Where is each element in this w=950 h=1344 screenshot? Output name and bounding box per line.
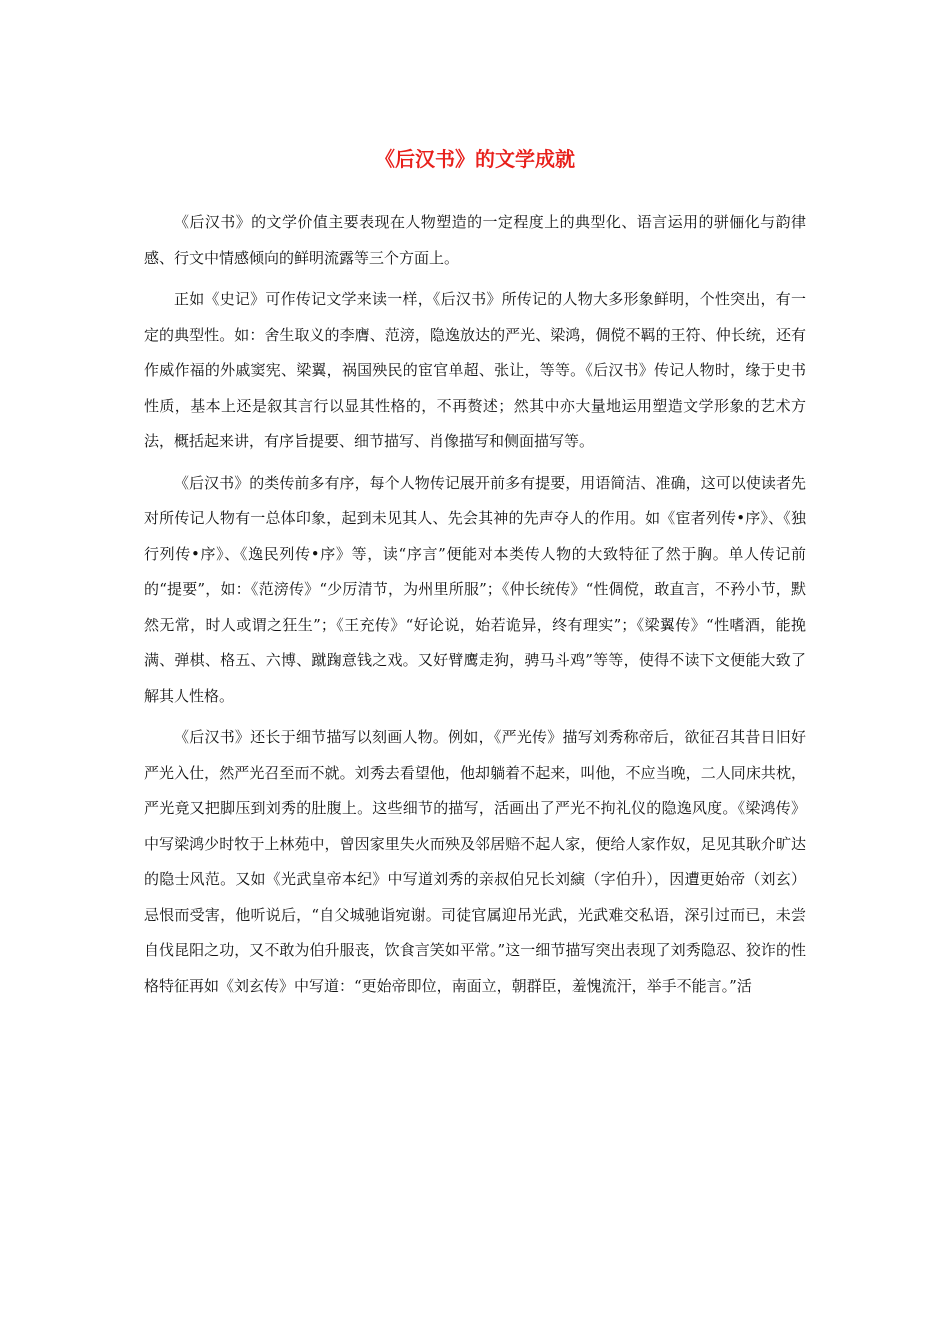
paragraph-3: 《后汉书》的类传前多有序，每个人物传记展开前多有提要，用语简洁、准确，这可以使读者先对所传记人物有一总体印象，起到未见其人、先会其神的先声夺人的作用。如《宦者列传•序》、《独行列传•序》、《逸民列传•序》等，读“序言”便能对本类传人物的大致特征了然于胸。单人传记前的“提要”，如：《范滂传》“少厉清节，为州里所服”；《仲长统传》“性倜傥，敢直言，不矜小节，默然无常，时人或谓之狂生”；《王充传》“好论说，始若诡异，终有理实”；《梁翼传》“性嗜酒，能挽满、弹棋、格五、六博、蹴踘意钱之戏。又好臂鹰走狗，骋马斗鸡”等等，使得不读下文便能大致了解其人性格。 <box>144 473 806 705</box>
paragraph-1: 《后汉书》的文学价值主要表现在人物塑造的一定程度上的典型化、语言运用的骈俪化与韵律感、行文中情感倾向的鲜明流露等三个方面上。 <box>144 213 806 267</box>
document-title: 《后汉书》的文学成就 <box>375 147 575 171</box>
paragraph-2: 正如《史记》可作传记文学来读一样，《后汉书》所传记的人物大多形象鲜明，个性突出，有一定的典型性。如：舍生取义的李膺、范滂，隐逸放达的严光、梁鸿，倜傥不羁的王符、仲长统，还有作威作福的外戚窦宪、梁翼，祸国殃民的宦官单超、张让，等等。《后汉书》传记人物时，缘于史书性质，基本上还是叙其言行以显其性格的，不再赘述；然其中亦大量地运用塑造文学形象的艺术方法，概括起来讲，有序旨提要、细节描写、肖像描写和侧面描写等。 <box>144 290 806 450</box>
document-body <box>144 205 806 1010</box>
paragraph-4: 《后汉书》还长于细节描写以刻画人物。例如，《严光传》描写刘秀称帝后，欲征召其昔日旧好严光入仕，然严光召至而不就。刘秀去看望他，他却躺着不起来，叫他，不应当晚，二人同床共枕，严光竟又把脚压到刘秀的肚腹上。这些细节的描写，活画出了严光不拘礼仪的隐逸风度。《梁鸿传》中写梁鸿少时牧于上林苑中，曾因家里失火而殃及邻居赔不起人家，便给人家作奴，足见其耿介旷达的隐士风范。又如《光武皇帝本纪》中写道刘秀的亲叔伯兄长刘縯（字伯升），因遭更始帝（刘玄）忌恨而受害，他听说后，“自父城驰诣宛谢。司徒官属迎吊光武，光武难交私语，深引过而已，未尝自伐昆阳之功，又不敢为伯升服丧，饮食言笑如平常。”这一细节描写突出表现了刘秀隐忍、狡诈的性格特征再如《刘玄传》中写道：“更始帝即位，南面立，朝群臣，羞愧流汗，举手不能言。”活 <box>144 728 806 995</box>
